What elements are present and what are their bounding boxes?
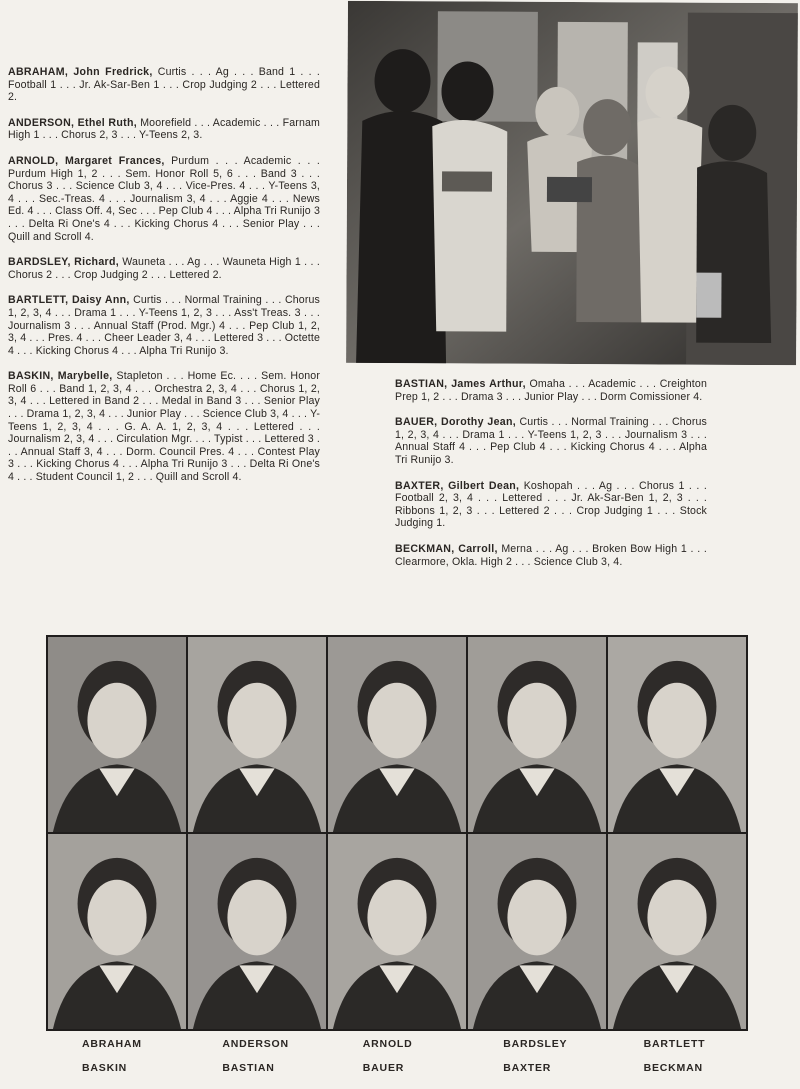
bio-column-left xyxy=(8,66,320,497)
bio-text: Merna . . . Ag . . . Broken Bow High 1 . . . Clearmore, Okla. High 2 . . . Science Club 3, 4. xyxy=(395,542,707,568)
bio-name: ARNOLD, Margaret Frances, xyxy=(8,154,165,167)
portrait-photo xyxy=(328,637,466,832)
portrait-photo xyxy=(468,637,606,832)
bio-name: BASKIN, Marybelle, xyxy=(8,370,113,383)
bio-text: Stapleton . . . Home Ec. . . . Sem. Honor Roll 6 . . . Band 1, 2, 3, 4 . . . Orchestra 2, 3, 4 . . . Chorus 1, 2, 3, 4 . . . Lettered in Band 2 . . . Medal in Band 3 . . . Senior Play . . . Drama 1, 2, 3, 4 . . . Junior Play . . . Science Club 3, 4 . . . Y-Teens 1, 2, 3, 4 . . . G. A. A. 1, 2, 3, 4 . . . Lettered . . . Journalism 2, 3, 4 . . . Circulation Mgr. . . . Typist . . . Lettered 3 . . . Annual Staff 3, 4 . . . Dorm. Council Pres. 4 . . . Contest Play 3 . . . Kicking Chorus 4 . . . Alpha Tri Runijo 3 . . . Delta Ri One's 4 . . . Student Council 1, 2 . . . Quill and Scroll 4. xyxy=(8,370,321,484)
caption-name: BARDSLEY xyxy=(503,1038,568,1050)
bio-text: Purdum . . . Academic . . . Purdum High 1, 2 . . . Sem. Honor Roll 5, 6 . . . Band 3 . . . Chorus 3 . . . Science Club 3, 4 . . . Vice-Pres. 4 . . . Y-Teens 3, 4 . . . Sec.-Treas. 4 . . . Journalism 3, 4 . . . Aggie 4 . . . News Ed. 4 . . . Class Off. 4, Sec . . . Pep Club 4 . . . Alpha Tri Runijo 3 . . . Delta Ri One's 4 . . . Kicking Chorus 4 . . . Senior Play . . . Quill and Scroll 4. xyxy=(8,154,320,243)
portrait-photo xyxy=(188,637,326,832)
portrait-grid xyxy=(46,635,748,1031)
bio-text: Curtis . . . Normal Training . . . Chorus 1, 2, 3, 4 . . . Drama 1 . . . Y-Teens 1, 2, 3 . . . Journalism 3 . . . Annual Staff 4 . . . Pep Club 4 . . . Kicking Chorus 4 . . . Alpha Tri Runijo 3. xyxy=(395,416,707,466)
portrait-photo xyxy=(48,834,186,1029)
portrait-photo xyxy=(188,834,326,1029)
bio-text: Moorefield . . . Academic . . . Farnam High 1 . . . Chorus 2, 3 . . . Y-Teens 2, 3. xyxy=(8,116,321,142)
bio-name: BAUER, Dorothy Jean, xyxy=(395,416,516,429)
portrait-photo xyxy=(608,834,746,1029)
caption-row-bottom xyxy=(46,1062,748,1074)
bio-text: Curtis . . . Normal Training . . . Chorus 1, 2, 3, 4 . . . Drama 1 . . . Y-Teens 1, 2, 3 . . . Ass't Treas. 3 . . . Journalism 3 . . . Annual Staff (Prod. Mgr.) 4 . . . Pep Club 1, 2, 3, 4 . . . Pres. 4 . . . Cheer Leader 3, 4 . . . Lettered 3 . . . Octette 4 . . . Kicking Chorus 4 . . . Alpha Tri Runijo 3. xyxy=(8,294,320,357)
bio-text: Koshopah . . . Ag . . . Chorus 1 . . . Football 2, 3, 4 . . . Lettered . . . Jr. Ak-Sar-Ben 1, 2, 3 . . . Ribbons 1, 2, 3 . . . Lettered 2 . . . Crop Judging 1 . . . Stock Judging 1. xyxy=(395,479,707,530)
caption-name: BECKMAN xyxy=(643,1062,703,1074)
bio-name: BAXTER, Gilbert Dean, xyxy=(395,479,520,492)
bio-name: ABRAHAM, John Fredrick, xyxy=(8,66,153,78)
portrait-captions xyxy=(46,1038,748,1074)
bio-entry xyxy=(8,117,320,142)
bio-entry xyxy=(395,416,707,466)
bio-text: Wauneta . . . Ag . . . Wauneta High 1 . . . Chorus 2 . . . Crop Judging 2 . . . Lettered 2. xyxy=(8,256,320,281)
bio-entry xyxy=(395,543,707,568)
caption-name: ARNOLD xyxy=(362,1038,413,1050)
caption-name: ABRAHAM xyxy=(82,1038,142,1050)
bio-column-right xyxy=(395,378,707,581)
portrait-photo xyxy=(468,834,606,1029)
bio-name: ANDERSON, Ethel Ruth, xyxy=(8,116,137,129)
bio-entry xyxy=(395,480,707,530)
portrait-photo xyxy=(608,637,746,832)
bio-entry xyxy=(8,294,320,357)
bio-name: BASTIAN, James Arthur, xyxy=(395,378,526,390)
bio-entry xyxy=(8,370,320,483)
bio-name: BARDSLEY, Richard, xyxy=(8,256,119,269)
caption-row-top xyxy=(46,1038,748,1050)
bio-text: Curtis . . . Ag . . . Band 1 . . . Football 1 . . . Jr. Ak-Sar-Ben 1 . . . Crop Judging 2 . . . Lettered 2. xyxy=(8,66,321,104)
bio-name: BARTLETT, Daisy Ann, xyxy=(8,294,130,307)
portrait-photo xyxy=(328,834,466,1029)
bio-entry xyxy=(8,256,320,281)
caption-name: BAXTER xyxy=(503,1062,552,1074)
bio-entry xyxy=(395,378,707,403)
bio-text: Omaha . . . Academic . . . Creighton Prep 1, 2 . . . Drama 3 . . . Junior Play . . . Dorm Comissioner 4. xyxy=(395,378,707,403)
caption-name: BARTLETT xyxy=(643,1038,706,1050)
bio-name: BECKMAN, Carroll, xyxy=(395,542,498,555)
bio-entry xyxy=(8,155,320,243)
caption-name: BASTIAN xyxy=(222,1062,275,1074)
bio-entry xyxy=(8,66,320,104)
portrait-photo xyxy=(48,637,186,832)
caption-name: BAUER xyxy=(362,1062,405,1074)
caption-name: BASKIN xyxy=(82,1062,128,1074)
group-photo xyxy=(346,1,798,365)
caption-name: ANDERSON xyxy=(222,1038,289,1050)
